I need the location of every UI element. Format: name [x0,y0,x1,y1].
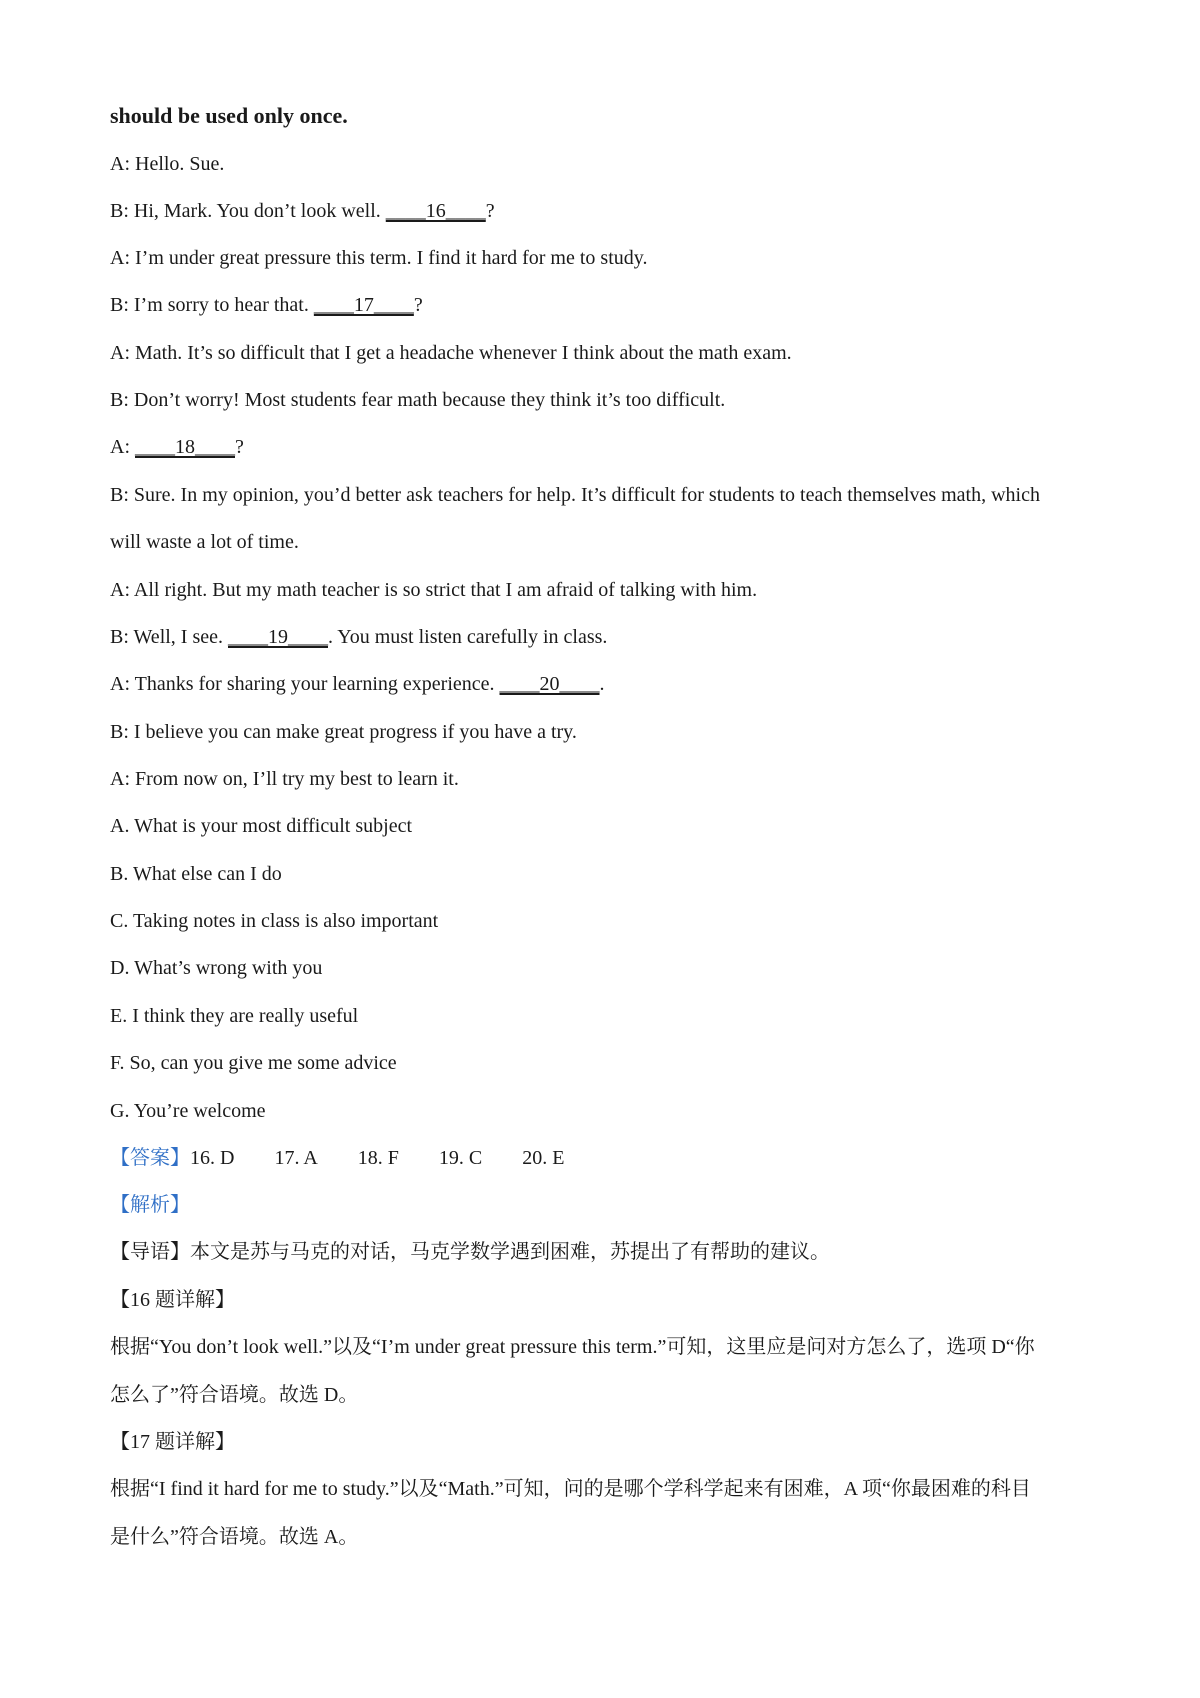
dialogue-line-1: A: Hello. Sue. [110,153,225,175]
dialogue-text: A: [110,436,135,458]
dialogue-line-13: A: From now on, I’ll try my best to learn it. [110,768,459,790]
answer-item: 20. E [522,1147,565,1169]
option-c: C. Taking notes in class is also important [110,910,439,932]
q16-explanation-line-2: 怎么了”符合语境。故选 D。 [110,1384,359,1406]
q17-explanation-line-1: 根据“I find it hard for me to study.”以及“Math.”可知，问的是哪个学科学起来有困难，A 项“你最困难的科目 [110,1478,1031,1500]
dialogue-text: . You must listen carefully in class. [328,626,608,648]
blank-19: ____19____ [228,626,328,648]
q17-explanation-line-2: 是什么”符合语境。故选 A。 [110,1526,359,1548]
dialogue-line-5: A: Math. It’s so difficult that I get a headache whenever I think about the math exam. [110,342,792,364]
option-e: E. I think they are really useful [110,1005,359,1027]
dialogue-line-8a: B: Sure. In my opinion, you’d better ask teachers for help. It’s difficult for students to teach themselves math, which [110,484,1040,506]
answer-item: 19. C [438,1147,483,1169]
blank-17: ____17____ [313,294,414,316]
dialogue-line-12: B: I believe you can make great progress if you have a try. [110,721,577,743]
dialogue-line-4 [110,291,423,319]
q16-explanation-line-1: 根据“You don’t look well.”以及“I’m under great pressure this term.”可知，这里应是问对方怎么了，选项 D“你 [110,1336,1035,1358]
dialogue-line-11 [110,670,605,698]
answer-tag: 【答案】 [110,1147,190,1169]
dialogue-text: ? [485,200,495,222]
q16-title: 【16 题详解】 [110,1289,235,1311]
blank-20: ____20____ [499,673,600,695]
dialogue-text: B: Well, I see. [110,626,228,648]
answer-item: 17. A [274,1147,318,1169]
analysis-intro: 【导语】本文是苏与马克的对话，马克学数学遇到困难，苏提出了有帮助的建议。 [110,1241,830,1263]
option-f: F. So, can you give me some advice [110,1052,397,1074]
blank-18: ____18____ [135,436,235,458]
dialogue-line-8b: will waste a lot of time. [110,531,299,553]
dialogue-line-2 [110,197,495,225]
dialogue-line-9: A: All right. But my math teacher is so strict that I am afraid of talking with him. [110,579,758,601]
dialogue-text: ? [413,294,423,316]
dialogue-line-10 [110,623,607,651]
q17-title: 【17 题详解】 [110,1431,235,1453]
option-a: A. What is your most difficult subject [110,815,413,837]
dialogue-text: A: Thanks for sharing your learning experience. [110,673,500,695]
option-g: G. You’re welcome [110,1100,266,1122]
dialogue-text: ? [235,436,244,458]
analysis-tag: 【解析】 [110,1194,190,1216]
option-b: B. What else can I do [110,863,282,885]
answer-line [110,1144,564,1172]
dialogue-text: B: I’m sorry to hear that. [110,294,314,316]
dialogue-line-7 [110,433,244,461]
answer-item: 16. D [190,1147,235,1169]
dialogue-text: B: Hi, Mark. You don’t look well. [110,200,386,222]
option-d: D. What’s wrong with you [110,957,323,979]
section-heading: should be used only once. [110,103,348,128]
answer-item: 18. F [357,1147,399,1169]
dialogue-line-3: A: I’m under great pressure this term. I find it hard for me to study. [110,247,648,269]
blank-16: ____16____ [385,200,486,222]
dialogue-line-6: B: Don’t worry! Most students fear math because they think it’s too difficult. [110,389,726,411]
dialogue-text: . [599,673,605,695]
